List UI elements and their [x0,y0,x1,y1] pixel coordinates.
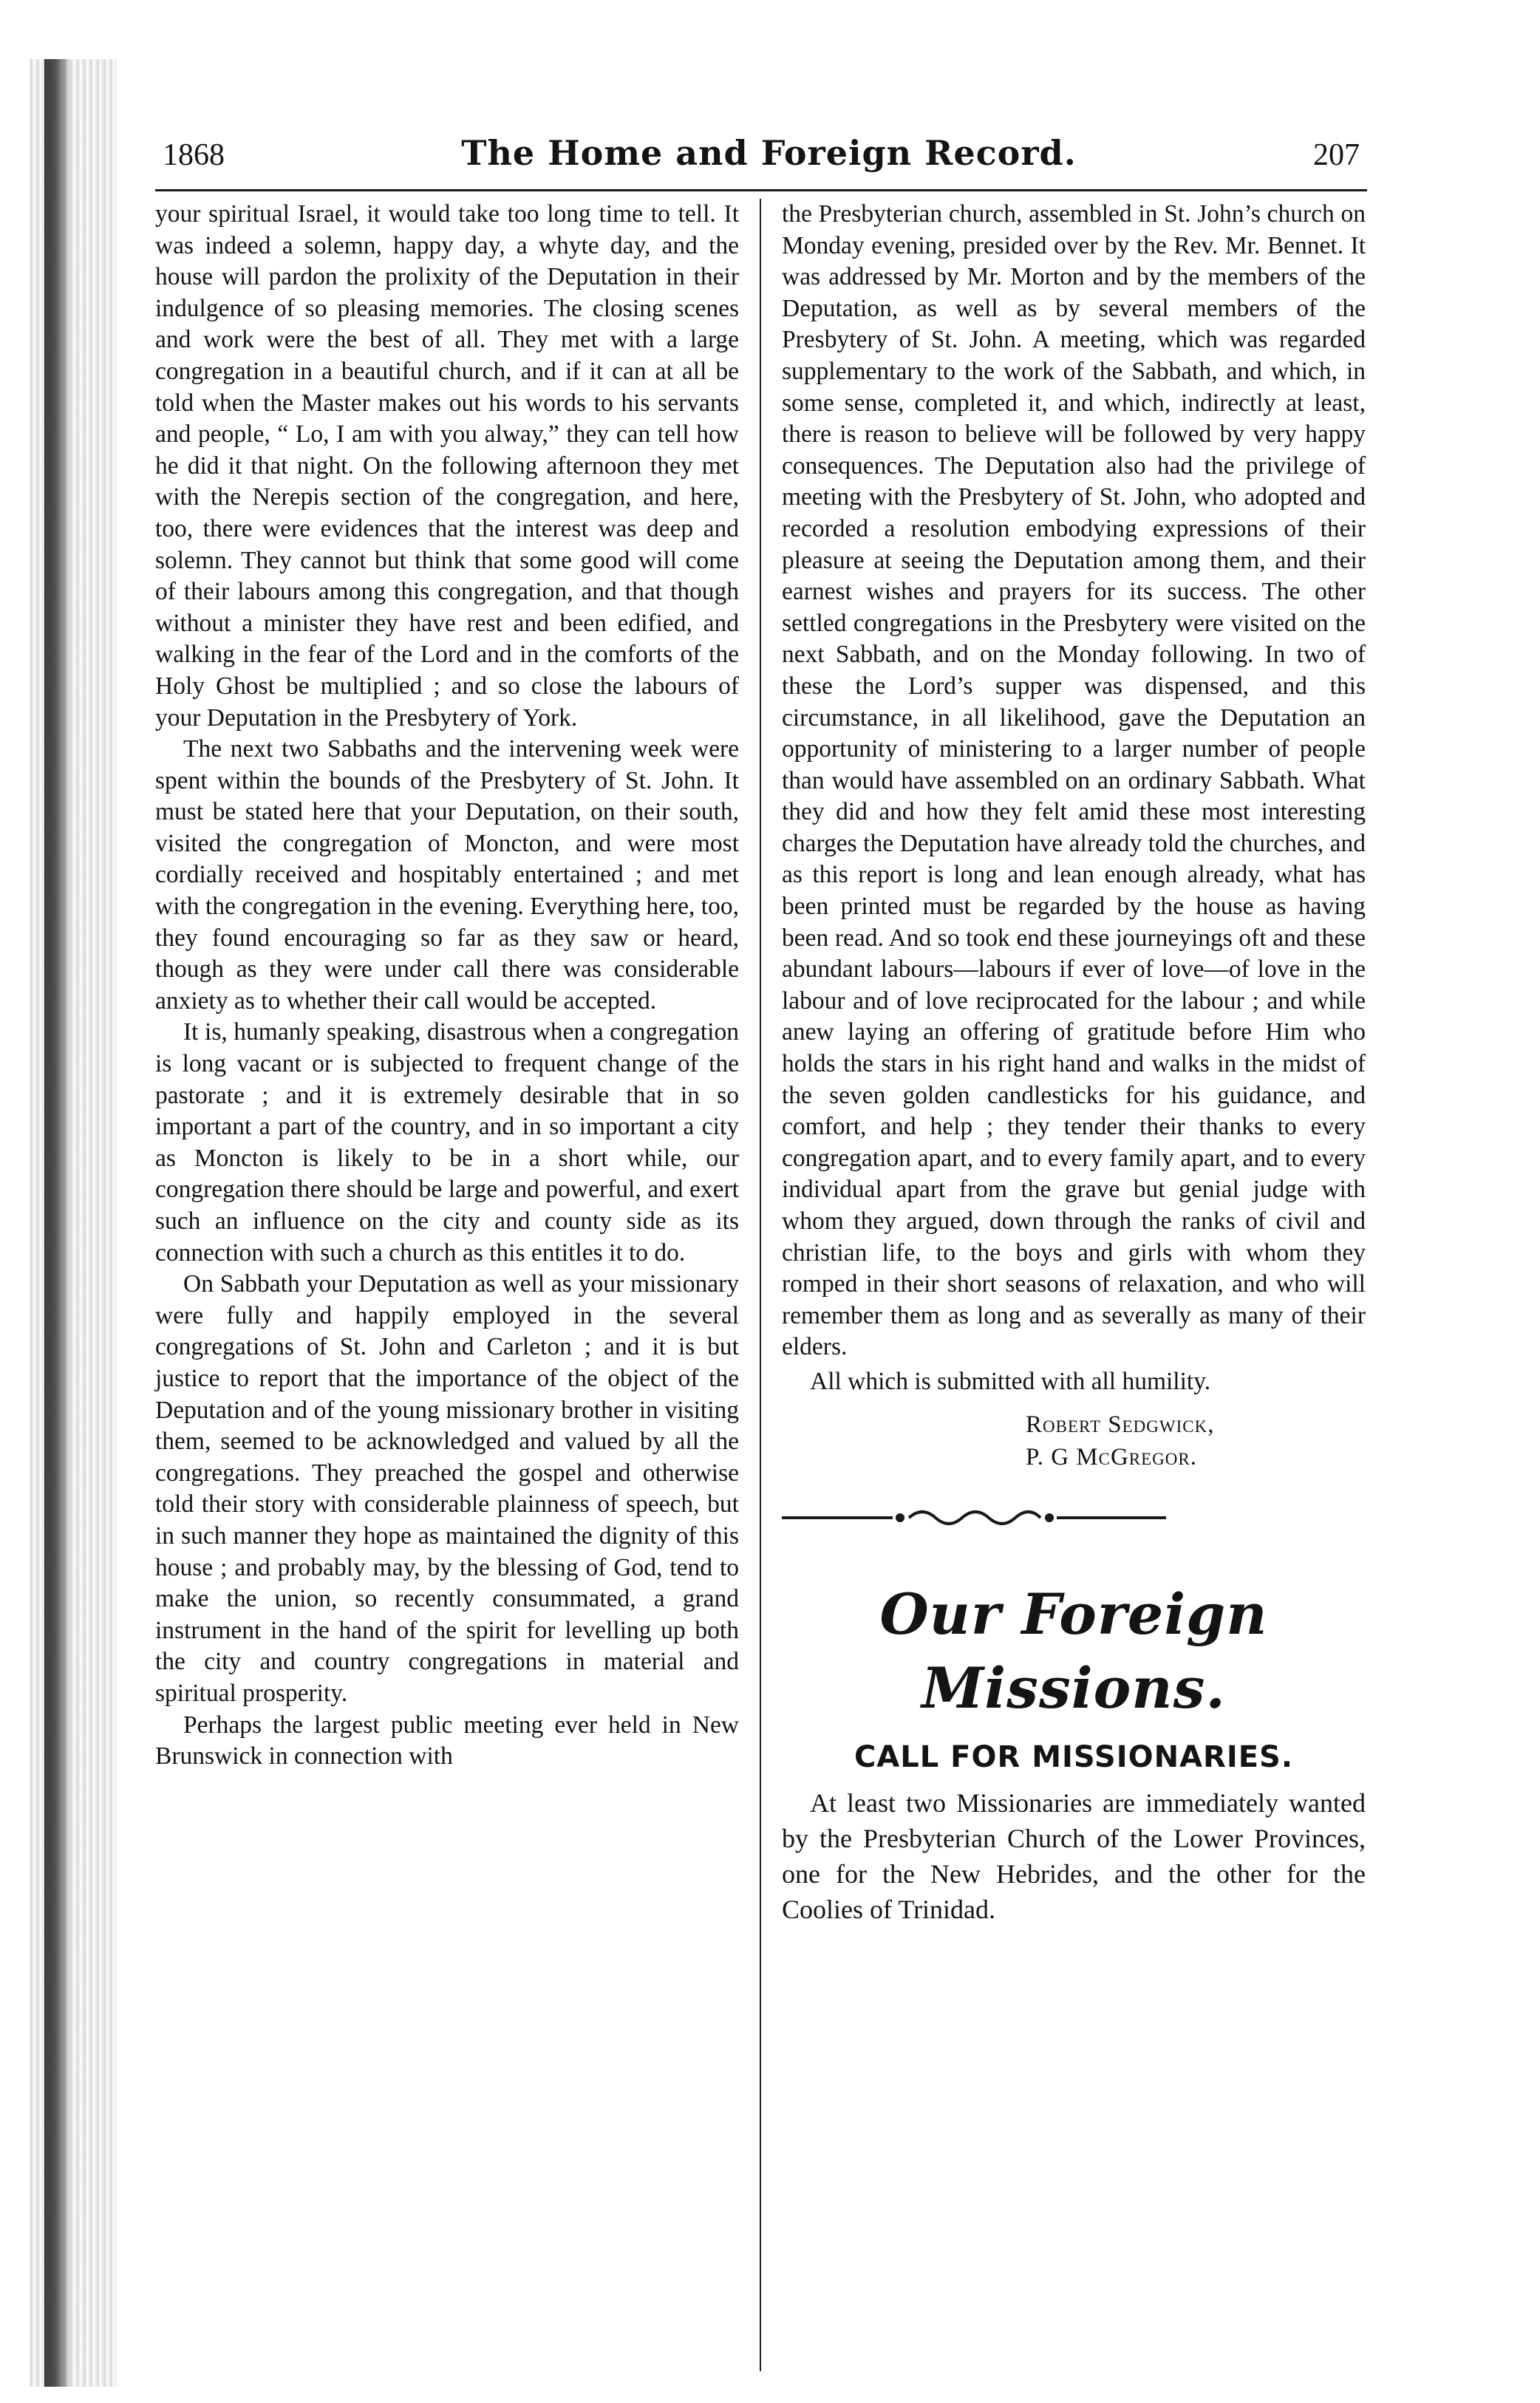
right-paragraph-2: All which is submitted with all humility. [810,1367,1211,1395]
right-column [782,199,1366,2371]
left-column [155,199,739,2371]
left-paragraph-4: On Sabbath your Deputation as well as your missionary were fully and happily employed in the several congregations of St. John and Carleton ; and it is but justice to report that the importance of the object of the Deputation and of the young missionary brother in visiting them, seemed to be acknowledged and valued by all the congregations. They preached the gospel and otherwise told their story with considerable plainness of speech, but in such manner they hope as maintained the dignity of this house ; and probably may, by the blessing of God, tend to make the union, so recently consummated, a grand instrument in the hand of the spirit for levelling up both the city and country congregations in material and spiritual prosperity. [155,1270,739,1707]
signature-block [1026,1408,1366,1473]
signature-1: Robert Sedgwick, [1026,1411,1215,1438]
left-paragraph-1: your spiritual Israel, it would take too long time to tell. It was indeed a solemn, happy day, a whyte day, and the house will pardon the prolixity of the Deputation in their indulgence of so pleasing memories. The closing scenes and work were the best of all. They met with a large congregation in a beautiful church, and if it can at all be told when the Master makes out his words to his servants and people, “ Lo, I am with you alway,” they can tell how he did it that night. On the following afternoon they met with the Nerepis section of the congregation, and here, too, there were evidences that the interest was deep and solemn. They cannot but think that some good will come of their labours among this congregation, and that though without a minister they have rest and been edified, and walking in the fear of the Lord and in the comforts of the Holy Ghost be multiplied ; and so close the labours of your Deputation in the Presbytery of York. [155,200,739,732]
call-paragraph: At least two Missionaries are immediately wanted by the Presbyterian Church of the Lower Provinces, one for the New Hebrides, and the other for the Coolies of Trinidad. [782,1787,1366,1924]
running-header [155,133,1367,185]
page-binding-edge [44,59,71,2387]
right-paragraph-1: the Presbyterian church, assembled in St. John’s church on Monday evening, presided over by the Rev. Mr. Bennet. It was addressed by Mr. Morton and by the members of the Deputation, as well as by several members of the Presbytery of St. John. A meeting, which was regarded supplementary to the work of the Sabbath, and which, in some sense, completed it, and which, indirectly at least, there is reason to believe will be followed by very happy consequences. The Deputation also had the privilege of meeting with the Presbytery of St. John, who adopted and recorded a resolution embodying expressions of their pleasure at seeing the Deputation among them, and their earnest wishes and prayers for its success. The other settled congregations in the Presbytery were visited on the next Sabbath, and on the Monday following. In two of these the Lord’s supper was dispensed, and this circumstance, in all likelihood, gave the Deputation an opportunity of ministering to a larger number of people than would have assembled on an ordinary Sabbath. What they did and how they felt amid these most interesting charges the Deputation have already told the churches, and as this report is long and lean enough already, what has been printed must be regarded by the house as having been read. And so took end these journeyings oft and these abundant labours—labours if ever of love—of love in the labour and of love reciprocated for the labour ; and while anew laying an offering of gratitude before Him who holds the stars in his right hand and walks in the midst of the seven golden candlesticks for his guidance, and comfort, and help ; they tender their thanks to every congregation apart, and to every family apart, and to every individual apart from the grave but genial judge with whom they argued, down through the ranks of civil and christian life, to the boys and girls with whom they romped in their short seasons of relaxation, and who will remember them as long and as severally as many of their elders. [782,200,1366,1361]
journal-page [155,133,1367,2371]
page-binding-shadow [30,59,117,2387]
header-page-number: 207 [1312,138,1360,172]
left-paragraph-5: Perhaps the largest public meeting ever held in New Brunswick in connection with [155,1711,739,1770]
subheading: CALL FOR MISSIONARIES. [854,1740,1294,1775]
header-rule [155,189,1367,191]
signature-2: P. G McGregor. [1026,1443,1197,1470]
header-year: 1868 [163,138,225,172]
column-divider [760,199,761,2371]
ornamental-divider-icon [782,1503,1166,1533]
text-columns [155,199,1367,2371]
header-title: The Home and Foreign Record. [461,133,1077,173]
section-title: Our Foreign Missions. [879,1581,1268,1722]
left-paragraph-2: The next two Sabbaths and the intervening week were spent within the bounds of the Presbytery of St. John. It must be stated here that your Deputation, on their south, visited the congregation of Moncton, and were most cordially received and hospitably entertained ; and met with the congregation in the evening. Everything here, too, they found encouraging so far as they saw or heard, though as they were under call there was considerable anxiety as to whether their call would be accepted. [155,735,739,1015]
left-paragraph-3: It is, humanly speaking, disastrous when a congregation is long vacant or is subjected to frequent change of the pastorate ; and it is extremely desirable that in so important a part of the country, and in so important a city as Moncton is likely to be in a short while, our congregation there should be large and powerful, and exert such an influence on the city and county side as its connection with such a church as this entitles it to do. [155,1018,739,1267]
